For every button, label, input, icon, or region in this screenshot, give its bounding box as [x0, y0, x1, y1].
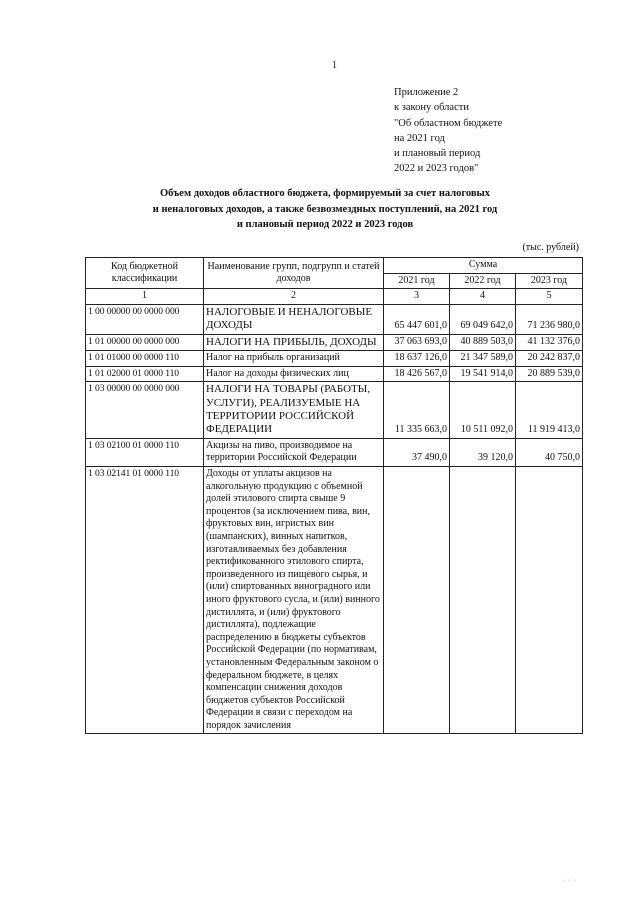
page-number: 1 [332, 60, 337, 71]
title-line: Объем доходов областного бюджета, формируемый за счет налоговых [160, 188, 490, 199]
row-value-2022: 10 511 092,0 [450, 382, 516, 439]
row-code: 1 03 02141 01 0000 110 [86, 467, 204, 734]
row-value-2023: 20 242 837,0 [516, 351, 583, 367]
table-row [86, 366, 583, 382]
column-number: 1 [86, 289, 204, 305]
header-year-2021: 2021 год [384, 273, 450, 289]
row-value-2021: 18 637 126,0 [384, 351, 450, 367]
revenue-table [85, 257, 583, 734]
row-value-2022: 40 889 503,0 [450, 334, 516, 350]
column-number: 4 [450, 289, 516, 305]
row-value-2023: 20 889 539,0 [516, 366, 583, 382]
row-code: 1 03 02100 01 0000 110 [86, 438, 204, 466]
row-name: Акцизы на пиво, производимое на территории Российской Федерации [204, 438, 384, 466]
header-sum: Сумма [384, 258, 583, 274]
row-value-2022: 39 120,0 [450, 438, 516, 466]
row-code: 1 01 02000 01 0000 110 [86, 366, 204, 382]
table-row [86, 304, 583, 334]
row-value-2022 [450, 467, 516, 734]
appendix-line: "Об областном бюджете [394, 117, 503, 129]
row-value-2021: 37 063 693,0 [384, 334, 450, 350]
appendix-note [394, 85, 502, 177]
column-number: 3 [384, 289, 450, 305]
row-name: Налог на прибыль организаций [204, 351, 384, 367]
appendix-line: 2022 и 2023 годов" [394, 163, 479, 175]
row-code: 1 03 00000 00 0000 000 [86, 382, 204, 439]
row-code: 1 01 00000 00 0000 000 [86, 334, 204, 350]
header-name: Наименование групп, подгрупп и статей доходов [204, 258, 384, 289]
row-code: 1 00 00000 00 0000 000 [86, 304, 204, 334]
row-value-2023: 11 919 413,0 [516, 382, 583, 439]
row-code: 1 01 01000 00 0000 110 [86, 351, 204, 367]
column-number: 5 [516, 289, 583, 305]
title-line: и плановый период 2022 и 2023 годов [236, 219, 414, 230]
table-row [86, 467, 583, 734]
column-numbers-row [86, 289, 583, 305]
row-value-2021: 18 426 567,0 [384, 366, 450, 382]
table-row [86, 438, 583, 466]
table-row [86, 351, 583, 367]
document-title [110, 186, 540, 233]
units-label: (тыс. рублей) [522, 242, 579, 253]
row-name: Доходы от уплаты акцизов на алкогольную продукцию с объемной долей этилового спирта свыше 9 процентов (за исключением пива, вин, фруктовых вин, игристых вин (шампанских), винных напитков, изготавливаемых без добавления ректификованного этилового спирта, произведенного из пищевого сырья, и (или) спиртованных виноградного или иного фруктового сусла, и (или) винного дистиллята, и (или) фруктового дистиллята), подлежащие распределению в бюджеты субъектов Российской Федерации (по нормативам, установленным Федеральным законом о федеральном бюджете, в целях компенсации снижения доходов бюджетов субъектов Российской Федерации в связи с переходом на порядок зачисления [204, 467, 384, 734]
appendix-line: на 2021 год [394, 132, 445, 144]
row-name: Налог на доходы физических лиц [204, 366, 384, 382]
row-value-2023: 71 236 980,0 [516, 304, 583, 334]
appendix-line: и плановый период [394, 148, 481, 160]
title-line: и неналоговых доходов, а также безвозмездных поступлений, на 2021 год [152, 203, 498, 215]
row-value-2022: 21 347 589,0 [450, 351, 516, 367]
row-value-2023 [516, 467, 583, 734]
row-name: НАЛОГИ НА ТОВАРЫ (РАБОТЫ, УСЛУГИ), РЕАЛИЗУЕМЫЕ НА ТЕРРИТОРИИ РОССИЙСКОЙ ФЕДЕРАЦИИ [204, 382, 384, 439]
column-number: 2 [204, 289, 384, 305]
row-value-2021: 11 335 663,0 [384, 382, 450, 439]
row-value-2023: 40 750,0 [516, 438, 583, 466]
row-value-2021 [384, 467, 450, 734]
table-row [86, 382, 583, 439]
row-value-2021: 65 447 601,0 [384, 304, 450, 334]
table-header-row [86, 258, 583, 274]
appendix-line: к закону области [394, 102, 469, 114]
row-name: НАЛОГИ НА ПРИБЫЛЬ, ДОХОДЫ [204, 334, 384, 350]
header-year-2022: 2022 год [450, 273, 516, 289]
scan-corner-mark: · · · [563, 878, 577, 884]
row-value-2021: 37 490,0 [384, 438, 450, 466]
row-value-2023: 41 132 376,0 [516, 334, 583, 350]
header-code: Код бюджетной классификации [86, 258, 204, 289]
appendix-line: Приложение 2 [394, 87, 459, 98]
table-row [86, 334, 583, 350]
row-value-2022: 19 541 914,0 [450, 366, 516, 382]
row-name: НАЛОГОВЫЕ И НЕНАЛОГОВЫЕ ДОХОДЫ [204, 304, 384, 334]
row-value-2022: 69 049 642,0 [450, 304, 516, 334]
header-year-2023: 2023 год [516, 273, 583, 289]
